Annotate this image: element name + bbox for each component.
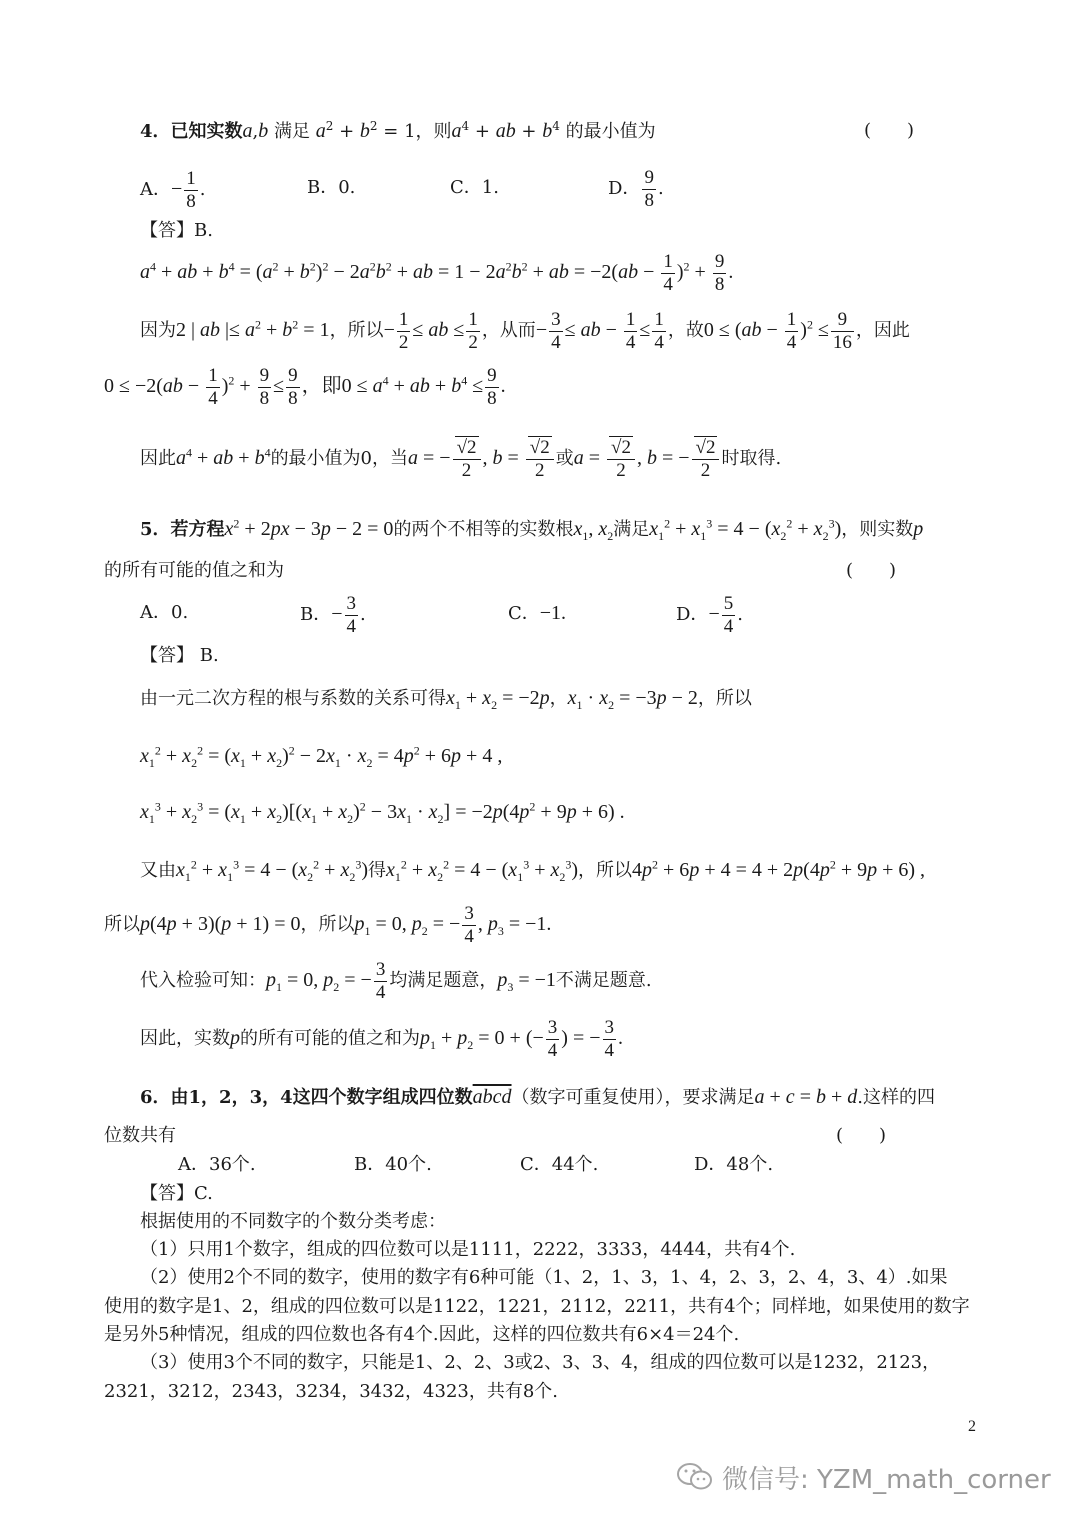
q6-stem-text: 6．由1，2，3，4这四个数字组成四位数 bbox=[140, 1087, 473, 1108]
q4-derivation-2: 因为2 | ab |≤ $a^2 + b^2 = 1$，所以− $\frac{1}{2}$ ≤ ab ≤ $\frac{1}{2}$ ，从而− $\frac{3}{4}$ ≤ ab − $\frac{1}{4}$ ≤ $\frac{1}{4}$ ，故0 ≤ (ab − $\frac{1}{4}$ )$^2$ ≤ $\frac{9}{16}$ ，因此 bbox=[140, 308, 910, 353]
watermark-text: 微信号: YZM_math_corner bbox=[722, 1464, 1051, 1495]
q4-stem-text-3: ，则 bbox=[415, 121, 452, 142]
q4-text-conclusion-a: 因此 bbox=[140, 448, 176, 469]
q5-stem-line2: 的所有可能的值之和为 bbox=[104, 560, 284, 581]
q5-answer: 【答】 B. bbox=[140, 645, 219, 666]
q6-paragraph-1: 根据使用的不同数字的个数分类考虑： bbox=[140, 1211, 446, 1232]
q4-stem-text-4: 的最小值为 bbox=[565, 121, 656, 142]
q5-option-d-label: D． bbox=[676, 604, 709, 625]
q6-stem-text-3: .这样的四 bbox=[857, 1087, 935, 1108]
q4-stem-text: 4．已知实数 bbox=[140, 121, 243, 142]
wechat-icon bbox=[676, 1461, 714, 1493]
q5-option-c-label: C． bbox=[508, 603, 540, 624]
q5-stem-text-3: 满足 bbox=[613, 519, 650, 540]
q4-text-so: ，所以 bbox=[329, 320, 384, 341]
q5-step-4-so: ，所以 bbox=[578, 860, 633, 881]
q4-stem: 4．已知实数a,b 满足 $a^2 + b^2 = 1$，则$a^4$ + ab + $b^4$ 的最小值为 bbox=[140, 119, 656, 142]
q5-option-b-label: B． bbox=[300, 604, 332, 625]
page-number: 2 bbox=[968, 1418, 976, 1435]
q5-step-1-comma: ， bbox=[549, 688, 568, 709]
q5-stem-text: 5．若方程 bbox=[140, 519, 225, 540]
q5-step-1: 由一元二次方程的根与系数的关系可得$x_1 + x_2 = -2p$，$x_1 \cdot x_2 = -3p - 2$，所以 bbox=[140, 687, 752, 712]
q4-stem-text-2: 满足 bbox=[274, 121, 310, 142]
q6-paragraph-6: （3）使用3个不同的数字，只能是1、2、2、3或2、3、3、4，组成的四位数可以是1232，2123， bbox=[140, 1352, 941, 1373]
q4-paren: ( ) bbox=[864, 120, 915, 141]
q5-step-1-text: 由一元二次方程的根与系数的关系可得 bbox=[140, 688, 446, 709]
q4-text-or: 或 bbox=[555, 448, 574, 469]
q6-paragraph-3: （2）使用2个不同的数字，使用的数字有6种可能（1、2，1、3，1、4，2、3，2、4，3、4）.如果 bbox=[140, 1267, 948, 1288]
q5-stem-text-4: ，则实数 bbox=[841, 519, 914, 540]
q4-text-because: 因为 bbox=[140, 320, 176, 341]
q5-step-5: 所以p(4p + 3)(p + 1) = 0，所以$p_1 = 0$, $p_2$ = − $\frac{3}{4}$ , $p_3 = -1$. bbox=[104, 902, 552, 947]
q4-derivation-1: $a^4$ + ab + $b^4 = (a^2 + b^2)^2 - 2a^2b^2$ + ab = $1 - 2a^2b^2$ + ab = −2(ab − $\frac{1}{4}$ )$^2$ + $\frac{9}{8}$ . bbox=[140, 250, 734, 295]
q5-step-1-so: ，所以 bbox=[697, 688, 752, 709]
q5-step-7: 因此，实数p的所有可能的值之和为$p_1 + p_2 = 0$ + (− $\frac{3}{4}$ ) = − $\frac{3}{4}$ . bbox=[140, 1016, 623, 1061]
q5-stem-text-2: 的两个不相等的实数根 bbox=[393, 519, 574, 540]
q5-step-7-sum: 的所有可能的值之和为 bbox=[240, 1028, 420, 1049]
q5-option-a[interactable]: A．0. bbox=[140, 602, 189, 623]
q6-stem: 6．由1，2，3，4这四个数字组成四位数abcd（数字可重复使用），要求满足a + c = b + d.这样的四 bbox=[140, 1086, 935, 1108]
q5-step-5-so: ，所以 bbox=[300, 914, 355, 935]
q5-step-3: $x_1^3 + x_2^3 = (x_1 + x_2)[(x_1 + x_2)^2 - 3x_1 \cdot x_2] = -2p(4p^2 + 9p + 6)$ . bbox=[140, 799, 625, 826]
q6-paren: ( ) bbox=[836, 1125, 887, 1146]
q5-step-5-text: 所以 bbox=[104, 914, 140, 935]
q6-option-c[interactable]: C．44个. bbox=[520, 1154, 599, 1175]
q4-text-attained: 时取得. bbox=[721, 448, 782, 469]
watermark bbox=[676, 1455, 1051, 1499]
q5-step-4: 又由$x_1^2 + x_1^3 = 4 - (x_2^2 + x_2^3)$得$x_1^2 + x_2^2 = 4 - (x_1^3 + x_2^3)$，所以$4p^2 + 6p + 4 = 4 + 2p(4p^2 + 9p + 6)$ , bbox=[140, 857, 926, 884]
q4-derivation-3: 0 ≤ −2(ab − $\frac{1}{4}$ )$^2$ + $\frac{9}{8}$ ≤ $\frac{9}{8}$ ，即$0 \le a^4$ + ab + $b^4$ ≤ $\frac{9}{8}$ . bbox=[104, 364, 506, 409]
q6-paragraph-7: 2321，3212，2343，3234，3432，4323，共有8个. bbox=[104, 1381, 559, 1402]
q4-text-ie: ，即 bbox=[301, 375, 342, 397]
q5-step-6-text: 代入检验可知： bbox=[140, 970, 266, 991]
q6-option-b[interactable]: B．40个. bbox=[354, 1154, 432, 1175]
q6-stem-text-2: （数字可重复使用），要求满足 bbox=[511, 1087, 755, 1108]
q6-paragraph-4: 使用的数字是1、2，组成的四位数可以是1122，1221，2112，2211，共有4个；同样地，如果使用的数字 bbox=[104, 1296, 970, 1317]
q4-text-thus: ，从而 bbox=[481, 320, 536, 341]
q6-stem-line2: 位数共有 bbox=[104, 1125, 176, 1146]
q5-step-6: 代入检验可知：$p_1 = 0$, $p_2$ = − $\frac{3}{4}$ 均满足题意，$p_3 = -1$不满足题意. bbox=[140, 958, 652, 1003]
q4-text-conclusion-b: 的最小值为0，当 bbox=[270, 448, 409, 469]
q4-option-b[interactable]: B．0. bbox=[307, 177, 356, 198]
q6-option-a[interactable]: A．36个. bbox=[178, 1154, 256, 1175]
q5-step-6-invalid: 不满足题意. bbox=[555, 970, 652, 991]
q5-step-6-valid: 均满足题意， bbox=[389, 970, 498, 991]
q4-conclusion: 因此$a^4$ + ab + $b^4$的最小值为0，当a = − $\frac{√2}{2}$ , b = $\frac{√2}{2}$ 或a = $\frac{√2}{2}$ , b = − $\frac{√2}{2}$ 时取得. bbox=[140, 437, 782, 482]
q5-step-7-text: 因此，实数 bbox=[140, 1028, 230, 1049]
q4-text-therefore: ，因此 bbox=[855, 320, 910, 341]
q5-step-4-text: 又由 bbox=[140, 860, 176, 881]
q5-stem: 5．若方程$x^2 + 2px - 3p - 2 = 0$的两个不相等的实数根$x_1$, $x_2$满足$x_1^2 + x_1^3 = 4 - (x_2^2 + x_2^3)$，则实数p bbox=[140, 516, 924, 543]
q5-step-4-get: 得 bbox=[368, 860, 387, 881]
q5-option-d[interactable]: D．− $\frac{5}{4}$ . bbox=[676, 592, 743, 637]
q6-paragraph-5: 是另外5种情况，组成的四位数也各有4个.因此，这样的四位数共有6×4＝24个. bbox=[104, 1324, 740, 1345]
q6-option-d[interactable]: D．48个. bbox=[694, 1154, 774, 1175]
q5-option-c[interactable]: C．−1. bbox=[508, 602, 567, 624]
q4-option-d[interactable]: D． $\frac{9}{8}$ . bbox=[608, 166, 664, 211]
q4-option-a[interactable]: A．− $\frac{1}{8}$ . bbox=[140, 167, 206, 212]
q5-option-b[interactable]: B．− $\frac{3}{4}$ . bbox=[300, 592, 366, 637]
q5-step-2: $x_1^2 + x_2^2 = (x_1 + x_2)^2 - 2x_1 \cdot x_2 = 4p^2 + 6p + 4$ , bbox=[140, 743, 503, 770]
q6-paragraph-2: （1）只用1个数字，组成的四位数可以是1111，2222，3333，4444，共有4个. bbox=[140, 1239, 796, 1260]
q6-answer: 【答】C. bbox=[140, 1183, 213, 1204]
q4-answer: 【答】B. bbox=[140, 220, 213, 241]
q5-paren: ( ) bbox=[846, 560, 897, 581]
q4-option-c[interactable]: C．1. bbox=[450, 177, 499, 198]
q4-text-hence: ，故 bbox=[667, 320, 704, 341]
q4-option-a-label: A． bbox=[140, 179, 171, 200]
q4-option-d-label: D． bbox=[608, 178, 641, 199]
